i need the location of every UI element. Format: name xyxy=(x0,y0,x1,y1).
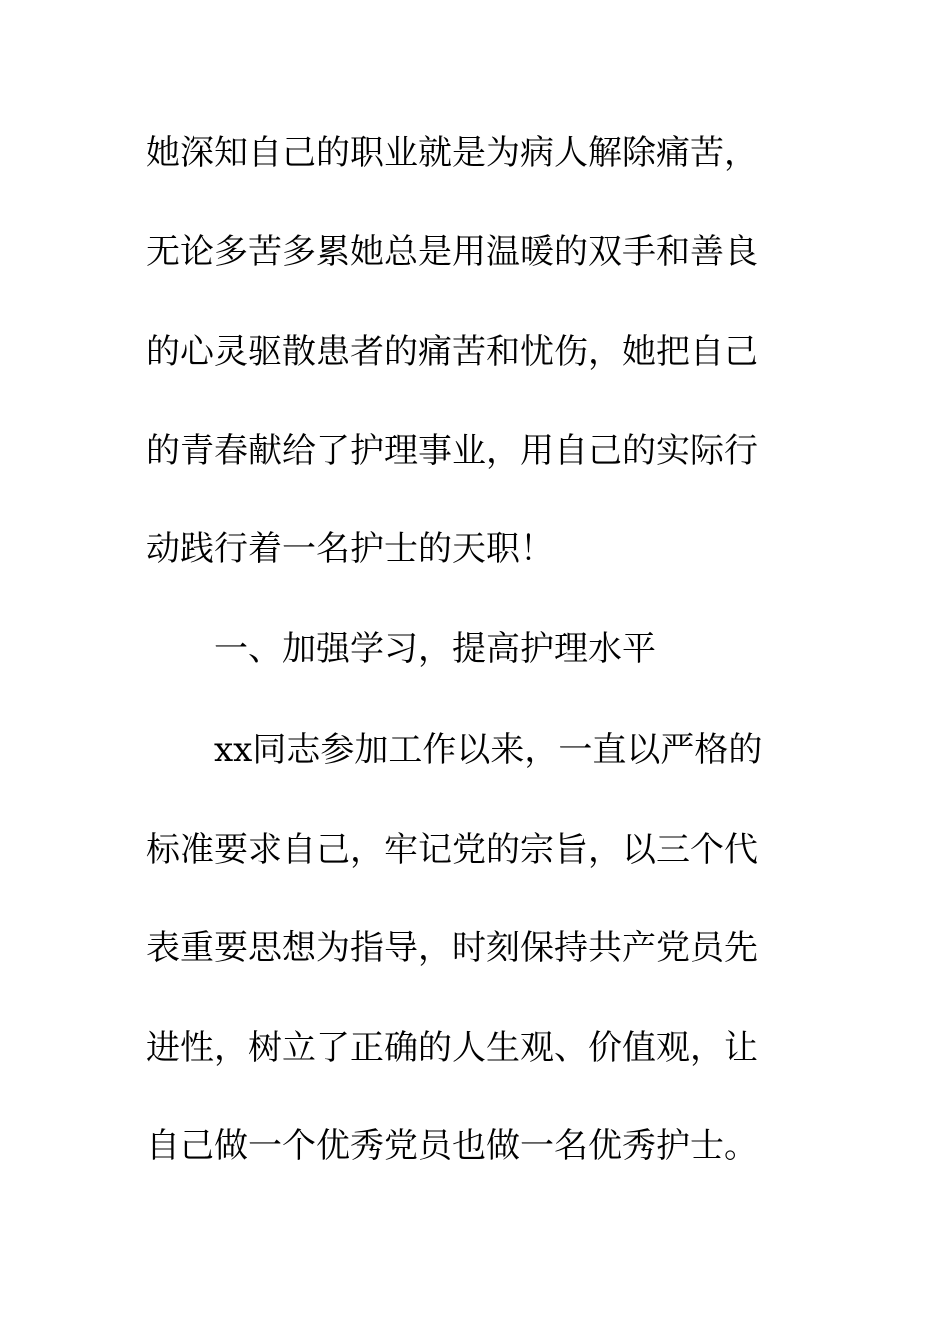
paragraph-line: 动践行着一名护士的天职！ xyxy=(146,529,554,569)
paragraph-line: 的心灵驱散患者的痛苦和忧伤，她把自己 xyxy=(146,332,758,372)
paragraph-line: xx同志参加工作以来，一直以严格的 xyxy=(214,730,763,770)
paragraph-line: 标准要求自己，牢记党的宗旨，以三个代 xyxy=(146,830,758,870)
paragraph-line: 表重要思想为指导，时刻保持共产党员先 xyxy=(146,928,758,968)
paragraph-line: 她深知自己的职业就是为病人解除痛苦， xyxy=(146,133,758,173)
paragraph-line: 的青春献给了护理事业，用自己的实际行 xyxy=(146,431,758,471)
section-heading: 一、加强学习，提高护理水平 xyxy=(214,629,656,669)
paragraph-line: 进性，树立了正确的人生观、价值观，让 xyxy=(146,1028,758,1068)
paragraph-line: 无论多苦多累她总是用温暖的双手和善良 xyxy=(146,232,758,272)
paragraph-line: 自己做一个优秀党员也做一名优秀护士。 xyxy=(146,1126,758,1166)
